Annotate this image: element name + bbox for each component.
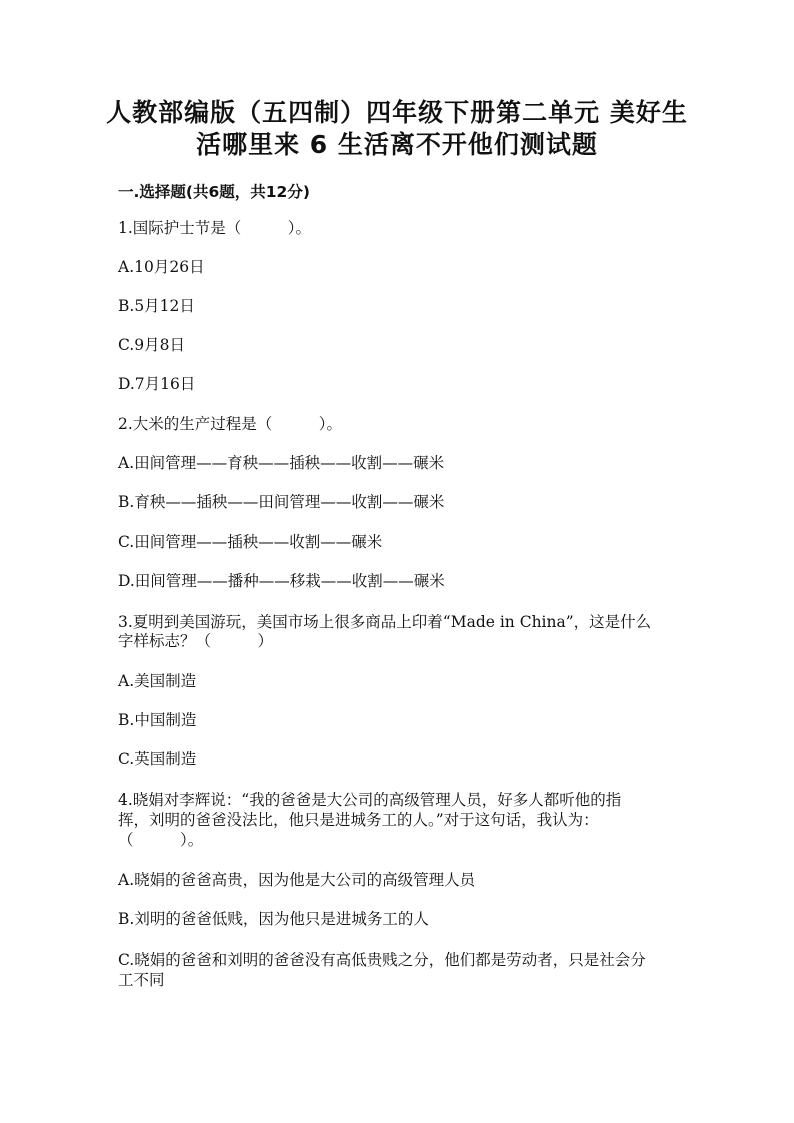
question-3-option-a: A.美国制造 bbox=[118, 672, 197, 690]
question-1-stem: 1.国际护士节是（ ）。 bbox=[118, 219, 312, 237]
question-3-stem-line-1: 3.夏明到美国游玩，美国市场上很多商品上印着“Made in China”，这是什么 bbox=[118, 613, 652, 631]
question-1-option-a: A.10月26日 bbox=[118, 258, 205, 276]
question-4-option-c-line-2: 工不同 bbox=[118, 971, 165, 989]
question-4-stem-line-1: 4.晓娟对李辉说：“我的爸爸是大公司的高级管理人员，好多人都听他的指 bbox=[118, 791, 622, 809]
section-heading: 一.选择题(共6题，共12分) bbox=[118, 183, 310, 201]
question-2-option-d: D.田间管理——播种——移栽——收割——碾米 bbox=[118, 572, 445, 590]
question-3-option-b: B.中国制造 bbox=[118, 711, 197, 729]
question-1-option-c: C.9月8日 bbox=[118, 336, 185, 354]
question-2-option-b: B.育秧——插秧——田间管理——收割——碾米 bbox=[118, 493, 445, 511]
question-3-stem-line-2: 字样标志？（ ） bbox=[118, 632, 274, 650]
question-4-stem-line-3: （ ）。 bbox=[118, 831, 204, 849]
question-1-option-b: B.5月12日 bbox=[118, 297, 195, 315]
question-2-stem: 2.大米的生产过程是（ ）。 bbox=[118, 415, 343, 433]
question-4-stem-line-2: 挥，刘明的爸爸没法比，他只是进城务工的人。”对于这句话，我认为： bbox=[118, 811, 599, 829]
question-4-option-c-line-1: C.晓娟的爸爸和刘明的爸爸没有高低贵贱之分，他们都是劳动者，只是社会分 bbox=[118, 951, 646, 969]
question-2-option-a: A.田间管理——育秧——插秧——收割——碾米 bbox=[118, 454, 445, 472]
document-title-line-1: 人教部编版（五四制）四年级下册第二单元 美好生 bbox=[106, 98, 688, 127]
question-2-option-c: C.田间管理——插秧——收割——碾米 bbox=[118, 533, 383, 551]
question-4-option-b: B.刘明的爸爸低贱，因为他只是进城务工的人 bbox=[118, 910, 429, 928]
question-4-option-a: A.晓娟的爸爸高贵，因为他是大公司的高级管理人员 bbox=[118, 871, 476, 889]
question-1-option-d: D.7月16日 bbox=[118, 375, 196, 393]
document-title-line-2: 活哪里来 6 生活离不开他们测试题 bbox=[196, 130, 598, 159]
question-3-option-c: C.英国制造 bbox=[118, 750, 197, 768]
